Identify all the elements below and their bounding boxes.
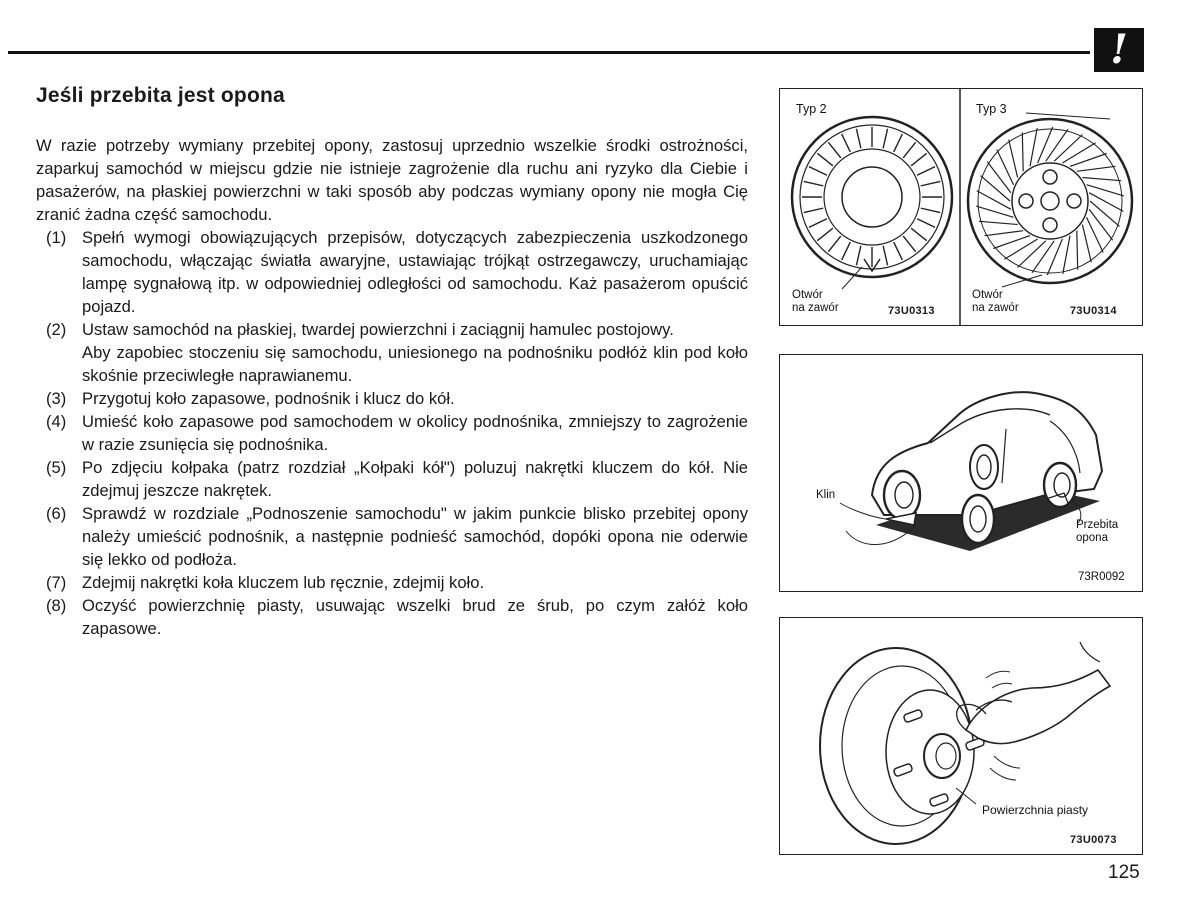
wheel-cover-type3-icon: [968, 113, 1132, 287]
step-item: [36, 410, 748, 456]
step-number: (1): [46, 228, 67, 247]
step-text: Spełń wymogi obowiązujących przepisów, dotyczących zabezpieczenia uszkodzonego samochodu, włączając światła awaryjne, ustawiając trójkąt ostrzegawczy, uruchamiając lampę sygnałową itp. w odpowiedniej odległości od samochodu. Każ pasażerom opuścić pojazd.: [82, 228, 748, 316]
step-item: [36, 387, 748, 410]
step-item: [36, 594, 748, 640]
wedge-label: Klin: [816, 489, 836, 501]
flat-tire-label: Przebita opona: [1076, 519, 1119, 544]
figure-code: 73R0092: [1078, 571, 1125, 583]
step-text: Oczyść powierzchnię piasty, usuwając wszelki brud ze śrub, po czym załóż koło zapasowe.: [82, 596, 748, 638]
car-wedge-drawing: [780, 355, 1142, 591]
step-item: [36, 502, 748, 571]
step-text: Przygotuj koło zapasowe, podnośnik i klucz do kół.: [82, 389, 455, 408]
valve-hole-caption: Otwór na zawór: [972, 289, 1019, 314]
step-number: (8): [46, 596, 67, 615]
wheel-cover-figure: [779, 88, 1143, 326]
step-text: Zdejmij nakrętki koła kluczem lub ręcznie, zdejmij koło.: [82, 573, 485, 592]
step-text: Umieść koło zapasowe pod samochodem w okolicy podnośnika, zmniejszy to zagrożenie w razie zsunięcia się podnośnika.: [82, 412, 748, 454]
hub-figure: [779, 617, 1143, 855]
hub-drawing: [780, 618, 1142, 854]
warning-icon: [1094, 28, 1144, 72]
type3-label: Typ 3: [976, 102, 1007, 116]
intro-paragraph: W razie potrzeby wymiany przebitej opony, zastosuj uprzednio wszelkie środki ostrożności, zaparkuj samochód w miejscu gdzie nie istnieje zagrożenie dla ruchu ani ryzyko dla Ciebie i pasażerów, na płaskiej powierzchni w taki sposób aby podczas wymiany opony nie mogła Cię zranić żadna część samochodu.: [36, 136, 748, 224]
step-text: Sprawdź w rozdziale „Podnoszenie samochodu" w jakim punkcie blisko przebitej opony należy umieścić podnośnik, a następnie podnieść samochód, dopóki opona nie oderwie się lekko od podłoża.: [82, 504, 748, 569]
steps-list: [36, 226, 748, 640]
step-number: (3): [46, 389, 67, 408]
wheel-cover-type2-icon: [792, 117, 952, 277]
step-number: (4): [46, 412, 67, 431]
step-number: (5): [46, 458, 67, 477]
section-title: Jeśli przebita jest opona: [36, 84, 285, 107]
step-text: Po zdjęciu kołpaka (patrz rozdział „Kołpaki kół") poluzuj nakrętki kluczem do kół. Nie zdejmuj jeszcze nakrętek.: [82, 458, 748, 500]
step-number: (6): [46, 504, 67, 523]
warning-symbol: !: [1110, 26, 1128, 73]
figure-code: 73U0313: [888, 305, 935, 317]
body-text: [36, 134, 748, 640]
car-wedge-figure: [779, 354, 1143, 592]
hub-surface-caption: Powierzchnia piasty: [982, 803, 1089, 817]
valve-hole-caption: Otwór na zawór: [792, 289, 839, 314]
step-text: Ustaw samochód na płaskiej, twardej powierzchni i zaciągnij hamulec postojowy.: [82, 320, 674, 339]
step-item: [36, 318, 748, 387]
hand-icon: [957, 642, 1110, 780]
wheel-hub-icon: [820, 648, 985, 844]
page-number: 125: [1108, 862, 1140, 883]
step-item: [36, 456, 748, 502]
car-icon: [872, 392, 1102, 551]
step-item: [36, 571, 748, 594]
step-number: (2): [46, 320, 67, 339]
figure-code: 73U0314: [1070, 305, 1117, 317]
type2-label: Typ 2: [796, 102, 827, 116]
figure-code: 73U0073: [1070, 834, 1117, 846]
step-note: Aby zapobiec stoczeniu się samochodu, uniesionego na podnośniku podłóż klin pod koło skośnie przeciwległe naprawianemu.: [82, 343, 748, 385]
header-rule: [8, 51, 1090, 54]
step-number: (7): [46, 573, 67, 592]
step-item: [36, 226, 748, 318]
